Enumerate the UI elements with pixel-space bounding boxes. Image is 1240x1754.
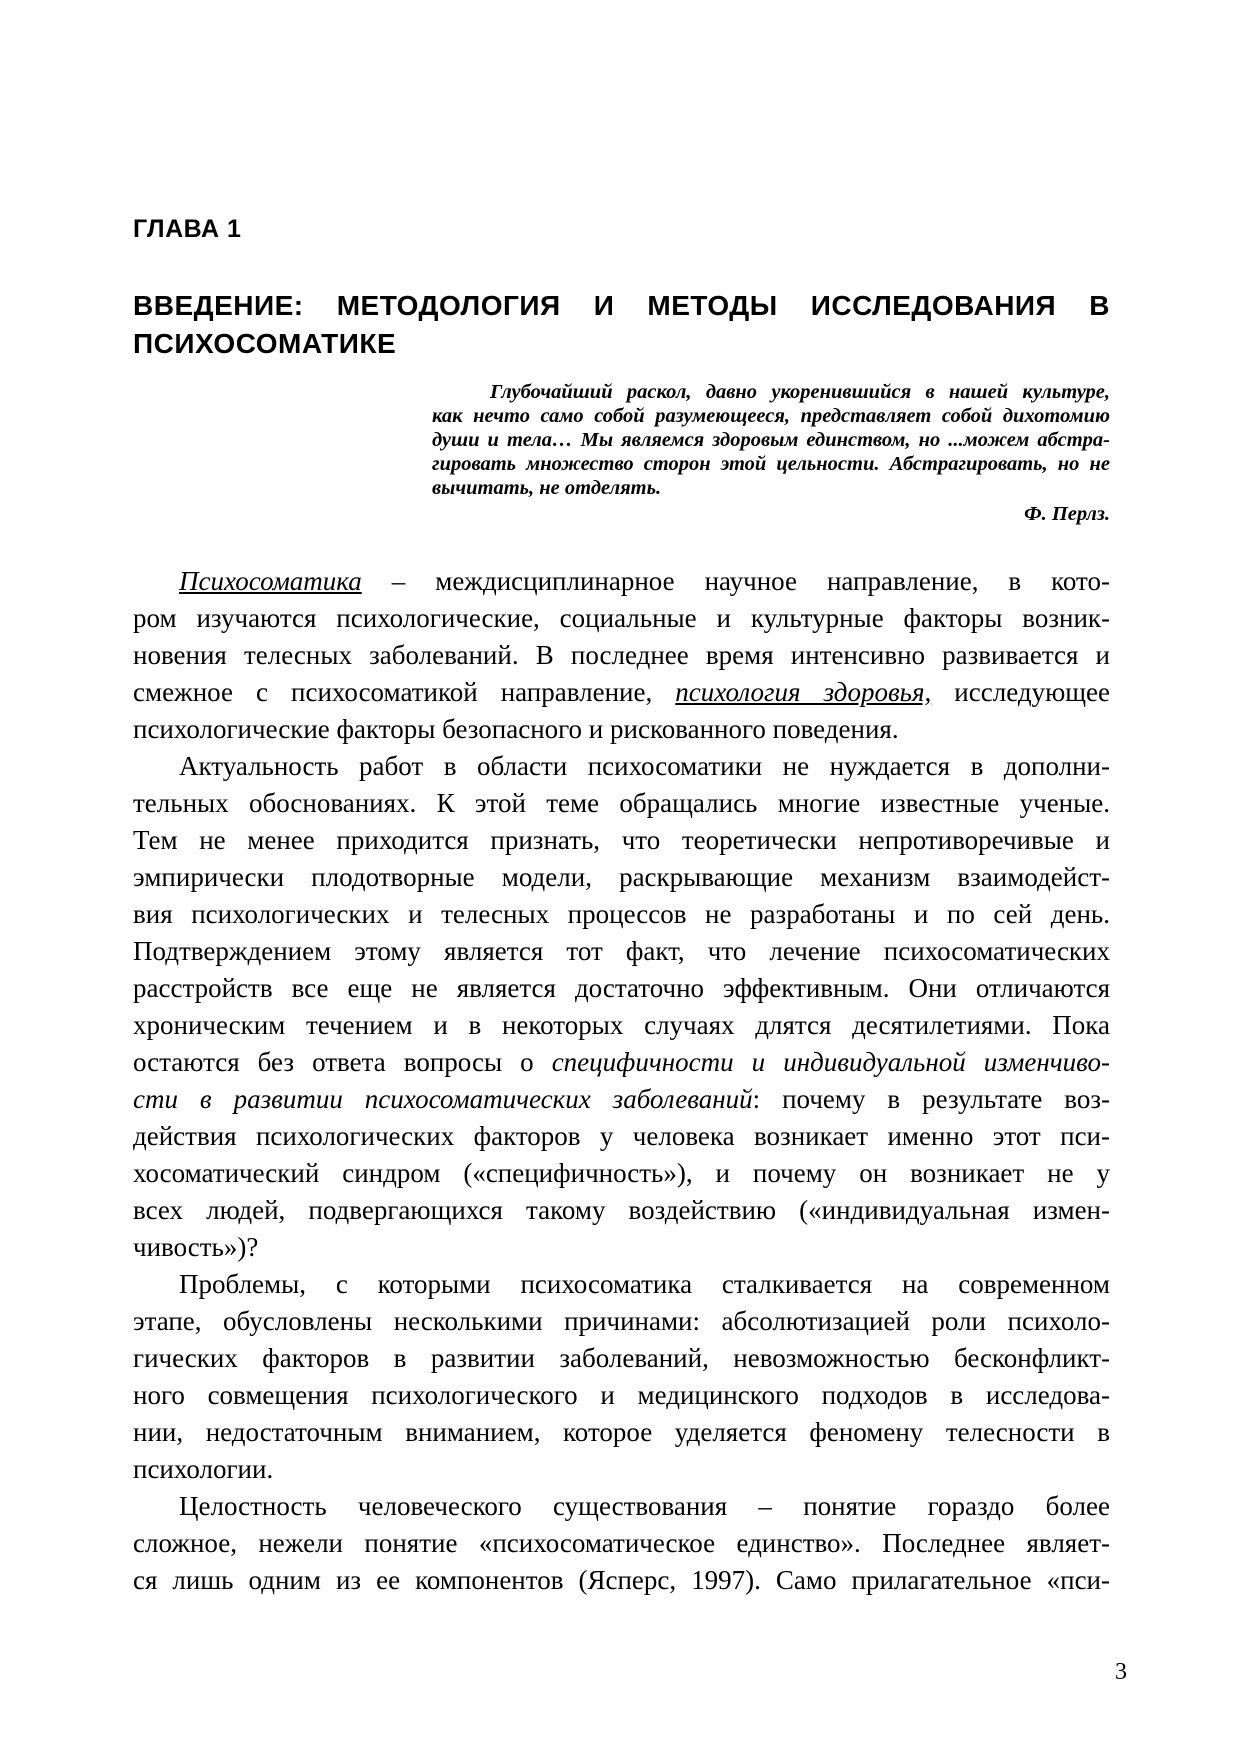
plain-text: чивость»)? — [133, 1232, 259, 1262]
plain-text: психологии. — [133, 1454, 274, 1484]
text-line — [133, 1377, 1110, 1414]
plain-text: тельных обоснованиях. К этой теме обращались многие известные ученые. — [133, 788, 1110, 818]
text-line — [133, 600, 1110, 637]
text-line — [133, 970, 1110, 1007]
plain-text: хосоматический синдром («специфичность»), и почему он возникает не у — [133, 1158, 1110, 1188]
text-line — [133, 859, 1110, 896]
text-line — [133, 1414, 1110, 1451]
text-line — [133, 637, 1110, 674]
plain-text: смежное с психосоматикой направление, — [133, 677, 676, 707]
plain-text: гических факторов в развитии заболеваний, невозможностью бесконфликт- — [133, 1343, 1110, 1373]
text-line — [133, 1229, 1110, 1266]
text-line — [133, 1118, 1110, 1155]
text-line — [133, 822, 1110, 859]
page-number: 3 — [1115, 1659, 1127, 1685]
text-line — [133, 563, 1110, 600]
plain-text: остаются без ответа вопросы о — [133, 1047, 552, 1077]
plain-text: Глубочайший раскол, давно укоренившийся в нашей культуре, — [490, 381, 1110, 403]
plain-text: новения телесных заболеваний. В последнее время интенсивно развивается и — [133, 640, 1110, 670]
text-line — [432, 380, 1110, 404]
plain-text: ром изучаются психологические, социальные и культурные факторы возник- — [133, 603, 1110, 633]
plain-text: Подтверждением этому является тот факт, что лечение психосоматических — [133, 936, 1110, 966]
text-line — [133, 674, 1110, 711]
plain-text: расстройств все еще не является достаточно эффективным. Они отличаются — [133, 973, 1110, 1003]
page-title-line-2: ПСИХОСОМАТИКЕ — [133, 328, 397, 359]
plain-text: исследующее — [931, 677, 1110, 707]
text-line — [133, 1007, 1110, 1044]
text-line — [432, 428, 1110, 452]
plain-text: ного совмещения психологического и медицинского подходов в исследова- — [133, 1380, 1110, 1410]
plain-text: ся лишь одним из ее компонентов (Ясперс, 1997). Само прилагательное «пси- — [133, 1565, 1110, 1595]
text-line — [133, 896, 1110, 933]
plain-text: психологические факторы безопасного и рискованного поведения. — [133, 714, 899, 744]
text-line — [133, 1303, 1110, 1340]
plain-text: как нечто само собой разумеющееся, представляет собой дихотомию — [432, 405, 1110, 427]
plain-text: эмпирически плодотворные модели, раскрывающие механизм взаимодейст- — [133, 862, 1110, 892]
plain-text: вычитать, не отделять. — [432, 477, 662, 499]
text-line — [133, 933, 1110, 970]
emphasized-text: психология здоровья, — [675, 677, 932, 707]
text-line — [133, 1081, 1110, 1118]
plain-text: гировать множество сторон этой цельности. Абстрагировать, но не — [432, 453, 1110, 475]
plain-text: души и тела… Мы являемся здоровым единством, но ...можем абстра- — [432, 429, 1110, 451]
plain-text: : почему в результате воз- — [752, 1084, 1110, 1114]
plain-text: действия психологических факторов у человека возникает именно этот пси- — [133, 1121, 1110, 1151]
text-line — [432, 404, 1110, 428]
text-line — [133, 711, 1110, 748]
text-line — [133, 748, 1110, 785]
text-line — [133, 1266, 1110, 1303]
text-line — [133, 1340, 1110, 1377]
text-line — [133, 1525, 1110, 1562]
plain-text: – междисциплинарное научное направление, в кото- — [361, 566, 1110, 596]
plain-text: сложное, нежели понятие «психосоматическое единство». Последнее являет- — [133, 1528, 1110, 1558]
chapter-label: ГЛАВА 1 — [133, 215, 242, 243]
plain-text: нии, недостаточным вниманием, которое уделяется феномену телесности в — [133, 1417, 1110, 1447]
plain-text: всех людей, подвергающихся такому воздействию («индивидуальная измен- — [133, 1195, 1110, 1225]
text-line — [133, 1451, 1110, 1488]
plain-text: Проблемы, с которыми психосоматика сталкивается на современном — [179, 1269, 1110, 1299]
plain-text: Актуальность работ в области психосоматики не нуждается в дополни- — [179, 751, 1110, 781]
plain-text: вия психологических и телесных процессов не разработаны и по сей день. — [133, 899, 1110, 929]
text-line — [133, 1562, 1110, 1599]
page-title — [133, 287, 1110, 363]
plain-text: Целостность человеческого существования – понятие гораздо более — [179, 1491, 1110, 1521]
text-line — [133, 1488, 1110, 1525]
text-line — [133, 785, 1110, 822]
text-line — [432, 476, 1110, 500]
text-line — [133, 1155, 1110, 1192]
body-text — [133, 563, 1110, 1599]
plain-text: Тем не менее приходится признать, что теоретически непротиворечивые и — [133, 825, 1110, 855]
epigraph-author: Ф. Перлз. — [1024, 503, 1110, 525]
plain-text: хроническим течением и в некоторых случаях длятся десятилетиями. Пока — [133, 1010, 1110, 1040]
epigraph — [432, 380, 1110, 500]
page-title-line-1: ВВЕДЕНИЕ: МЕТОДОЛОГИЯ И МЕТОДЫ ИССЛЕДОВАНИЯ В — [133, 290, 1110, 321]
text-line — [133, 1044, 1110, 1081]
emphasized-text: специфичности и индивидуальной изменчиво- — [551, 1047, 1110, 1077]
text-line — [432, 452, 1110, 476]
plain-text: этапе, обусловлены несколькими причинами: абсолютизацией роли психоло- — [133, 1306, 1110, 1336]
text-line — [133, 1192, 1110, 1229]
emphasized-text: сти в развитии психосоматических заболеваний — [133, 1084, 753, 1114]
emphasized-text: Психосоматика — [179, 566, 362, 596]
